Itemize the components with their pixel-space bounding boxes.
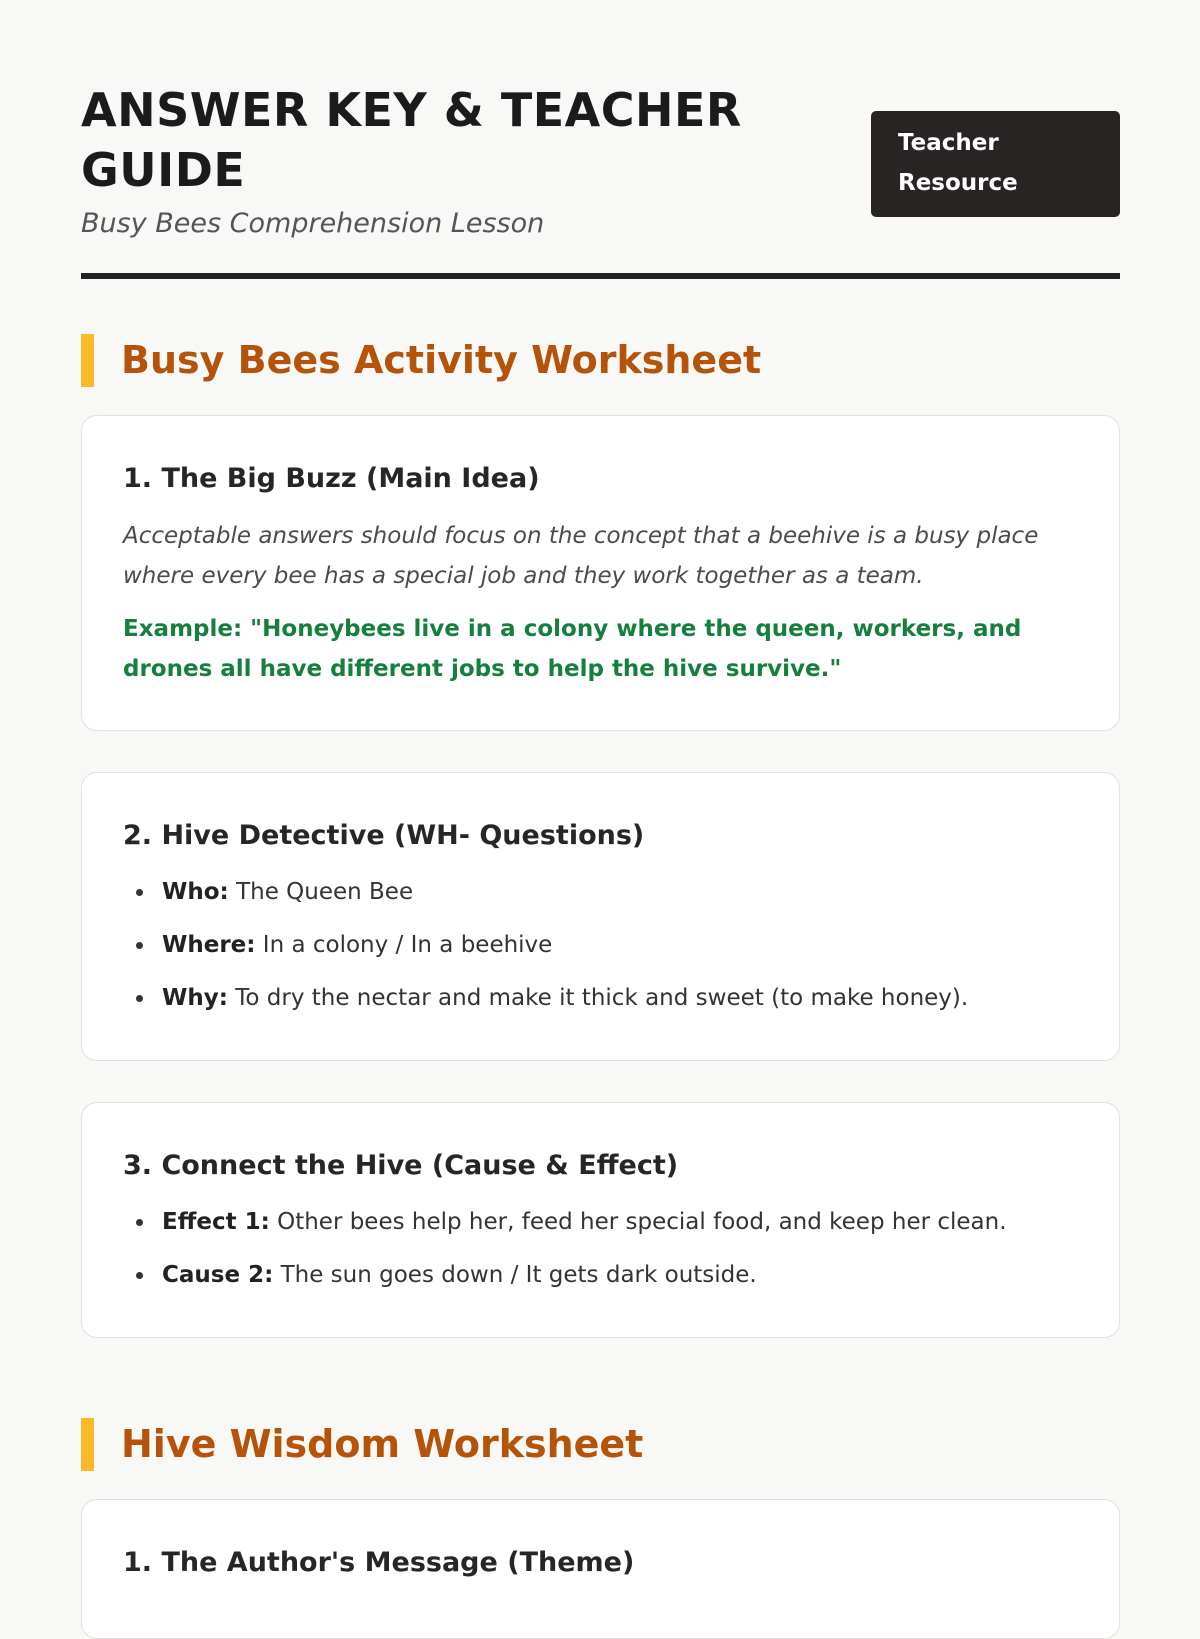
answer-text: In a colony / In a beehive (262, 932, 553, 958)
section-accent-bar (81, 1418, 94, 1471)
example-answer: Example: "Honeybees live in a colony where the queen, workers, and drones all have different jobs to help the hive survive." (123, 616, 1022, 682)
list-item (162, 978, 968, 1018)
question-title: 3. Connect the Hive (Cause & Effect) (123, 1150, 679, 1181)
answer-text: Other bees help her, feed her special food, and keep her clean. (277, 1209, 1007, 1235)
section-heading-hive-wisdom (81, 1418, 1120, 1471)
list-item (162, 1255, 1007, 1295)
section-title: Hive Wisdom Worksheet (121, 1422, 644, 1466)
answer-label: Why: (162, 985, 228, 1011)
question-card-main-idea (81, 415, 1120, 731)
answer-label: Cause 2: (162, 1262, 274, 1288)
answer-label: Who: (162, 879, 229, 905)
answer-label: Where: (162, 932, 256, 958)
question-title: 1. The Big Buzz (Main Idea) (123, 463, 540, 494)
teacher-resource-badge: Teacher Resource (871, 111, 1120, 217)
answer-text: To dry the nectar and make it thick and sweet (to make honey). (235, 985, 969, 1011)
list-item (162, 1202, 1007, 1242)
page-title: ANSWER KEY & TEACHER GUIDE (81, 83, 742, 197)
answer-label: Effect 1: (162, 1209, 270, 1235)
answer-list (123, 1202, 1007, 1308)
teacher-note: Acceptable answers should focus on the concept that a beehive is a busy place where every bee has a special job and they work together as a team. (123, 523, 1039, 589)
answer-list (123, 872, 968, 1031)
question-card-theme (81, 1499, 1120, 1639)
question-title: 1. The Author's Message (Theme) (123, 1547, 635, 1578)
question-card-cause-effect (81, 1102, 1120, 1338)
question-card-wh-questions (81, 772, 1120, 1061)
answer-text: The Queen Bee (236, 879, 414, 905)
section-heading-busy-bees (81, 334, 1120, 387)
list-item (162, 925, 968, 965)
answer-key-page (81, 0, 1120, 1578)
page-subtitle: Busy Bees Comprehension Lesson (81, 208, 545, 239)
list-item (162, 872, 968, 912)
page-header (81, 0, 1120, 279)
answer-text: The sun goes down / It gets dark outside. (280, 1262, 757, 1288)
header-divider (81, 273, 1120, 279)
question-title: 2. Hive Detective (WH- Questions) (123, 820, 645, 851)
section-title: Busy Bees Activity Worksheet (121, 338, 762, 382)
section-accent-bar (81, 334, 94, 387)
